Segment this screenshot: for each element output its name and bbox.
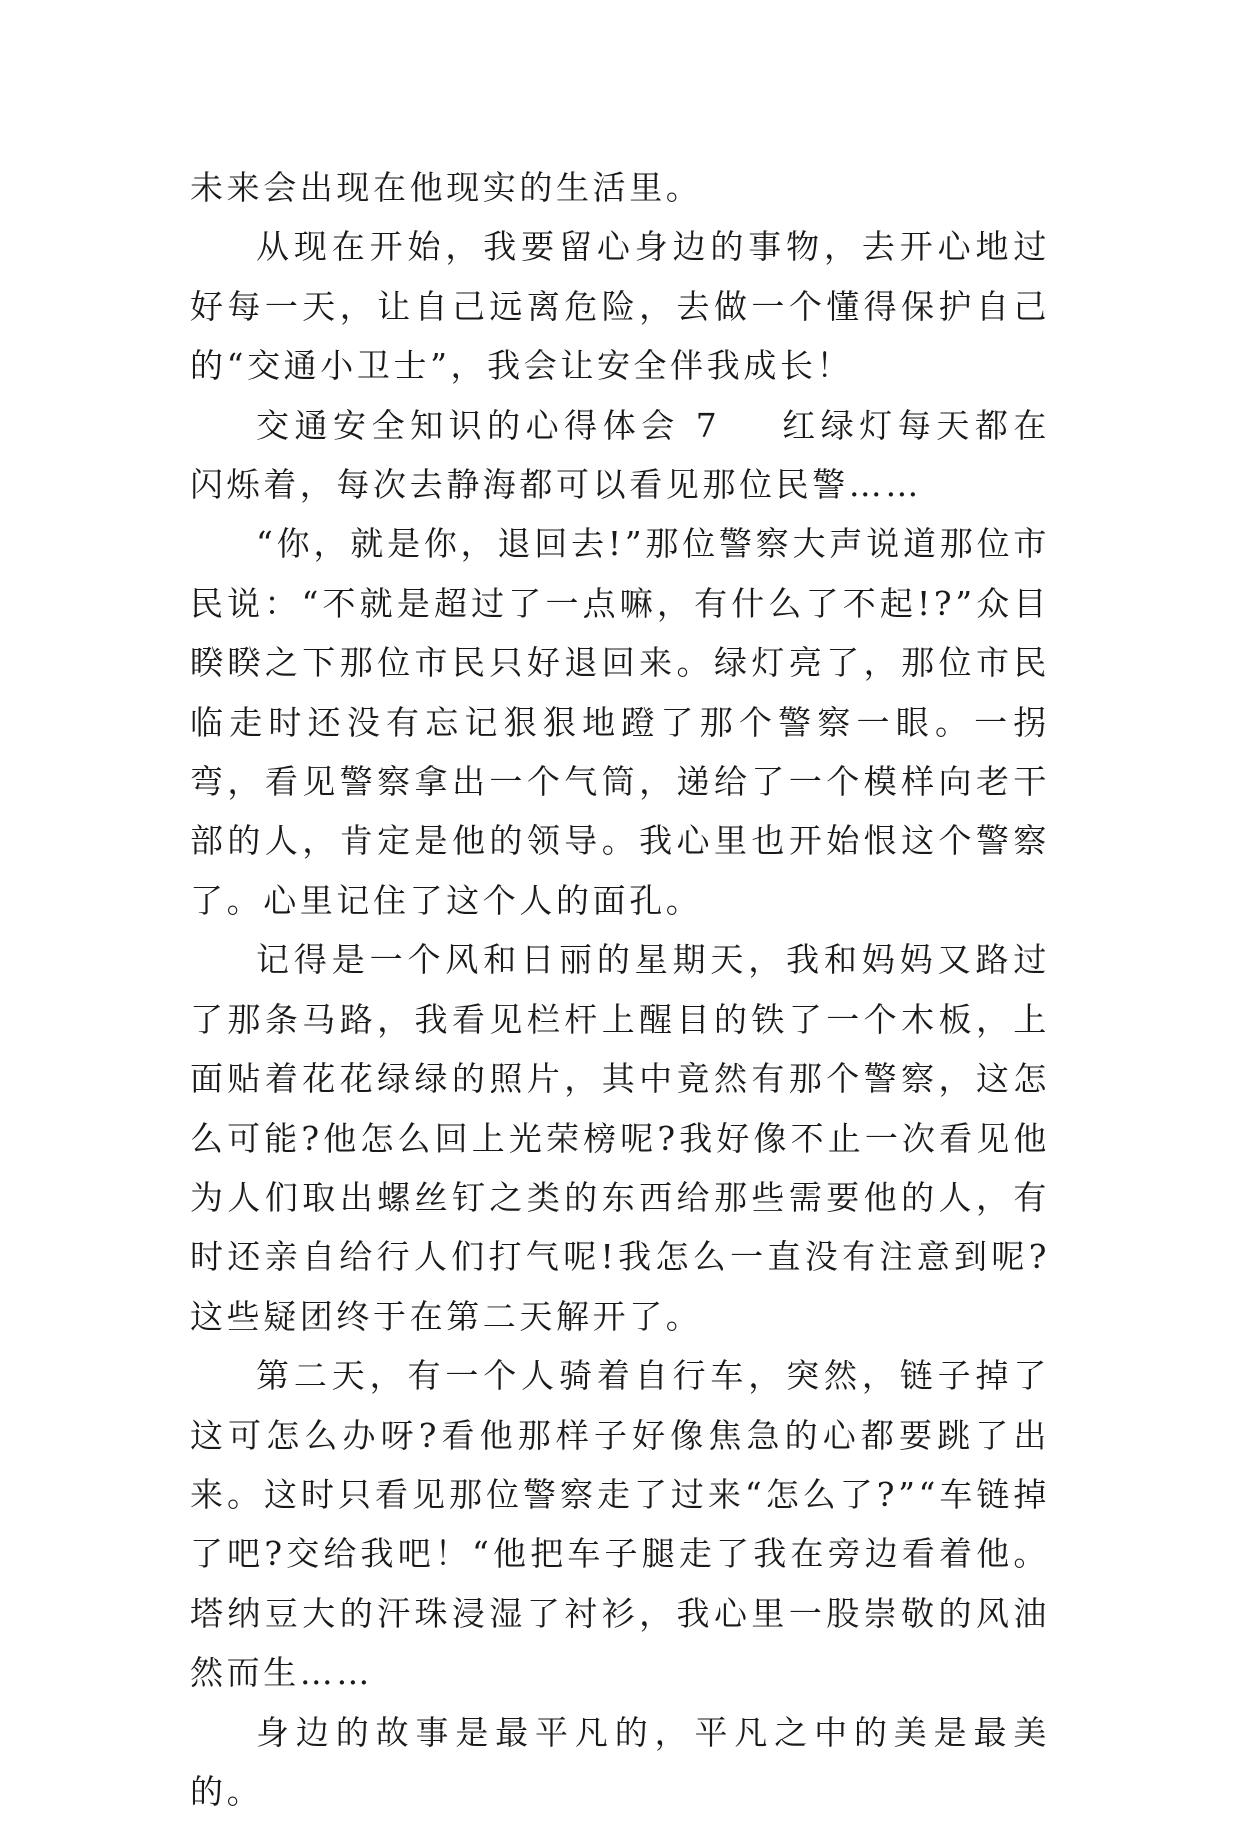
paragraph-2: 从现在开始，我要留心身边的事物，去开心地过好每一天，让自己远离危险，去做一个懂得保护自己的“交通小卫士”，我会让安全伴我成长！	[190, 227, 1050, 386]
paragraph-3	[190, 396, 1050, 515]
paragraph-6: 第二天，有一个人骑着自行车，突然，链子掉了这可怎么办呀?看他那样子好像焦急的心都要跳了出来。这时只看见那位警察走了过来“怎么了?”“车链掉了吧?交给我吧！“他把车子腿走了我在旁边看着他。塔纳豆大的汗珠浸湿了衬衫，我心里一股崇敬的风油然而生……	[190, 1356, 1050, 1693]
paragraph-1: 未来会出现在他现实的生活里。	[190, 168, 703, 207]
paragraph-7: 身边的故事是最平凡的，平凡之中的美是最美的。	[190, 1712, 1050, 1811]
section-heading: 交通安全知识的心得体会 7	[256, 405, 721, 445]
paragraph-4: “你，就是你，退回去!”那位警察大声说道那位市民说：“不就是超过了一点嘛，有什么了不起!?”众目睽睽之下那位市民只好退回来。绿灯亮了，那位市民临走时还没有忘记狠狠地蹬了那个警察一眼。一拐弯，看见警察拿出一个气筒，递给了一个模样向老干部的人，肯定是他的领导。我心里也开始恨这个警察了。心里记住了这个人的面孔。	[190, 524, 1050, 920]
document-body	[190, 158, 1050, 1821]
paragraph-3-text: 红绿灯每天都在闪烁着，每次去静海都可以看见那位民警……	[190, 405, 1050, 505]
paragraph-5: 记得是一个风和日丽的星期天，我和妈妈又路过了那条马路，我看见栏杆上醒目的铁了一个木板，上面贴着花花绿绿的照片，其中竟然有那个警察，这怎么可能?他怎么回上光荣榜呢?我好像不止一次看见他为人们取出螺丝钉之类的东西给那些需要他的人，有时还亲自给行人们打气呢!我怎么一直没有注意到呢?这些疑团终于在第二天解开了。	[190, 940, 1050, 1336]
